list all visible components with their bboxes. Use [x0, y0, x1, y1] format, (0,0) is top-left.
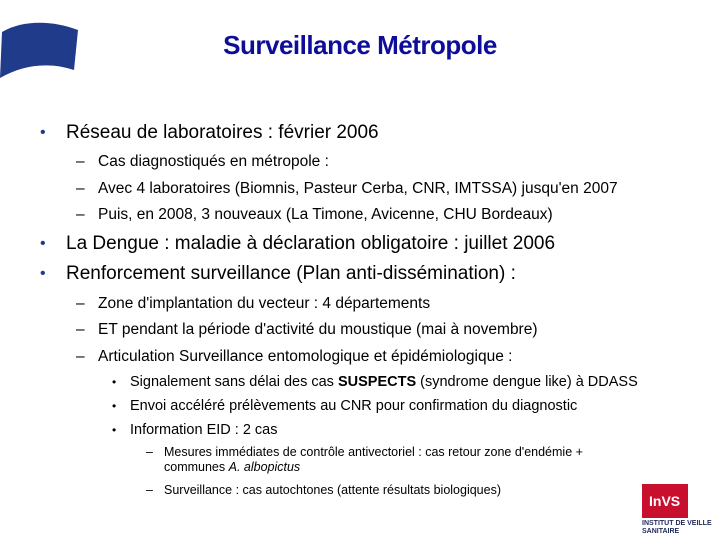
- bullet-icon: •: [40, 265, 46, 282]
- logo-subtitle: INSTITUT DE VEILLE SANITAIRE: [642, 520, 712, 535]
- dash-icon: –: [76, 180, 85, 197]
- dash-icon: –: [76, 206, 85, 223]
- dash-icon: –: [76, 153, 85, 170]
- bullet-icon: •: [112, 399, 117, 413]
- dash-icon: –: [76, 295, 85, 312]
- dash-icon: –: [76, 321, 85, 338]
- dash-icon: –: [146, 483, 153, 497]
- bullet-icon: •: [112, 375, 117, 389]
- dash-icon: –: [76, 348, 85, 365]
- slide-title: Surveillance Métropole: [223, 30, 497, 60]
- bullet-icon: •: [40, 124, 46, 141]
- bullet-icon: •: [40, 235, 46, 252]
- slide-content: • Réseau de laboratoires : février 2006 – Cas diagnostiqués en métropole : – Avec 4 laboratoires (Biomnis, Pasteur Cerba, CNR, IMTSSA) jusqu'en 2007 – Puis, en 2008, 3 nouveaux (La Timone, Avicenne, CHU Bordeaux) • La Dengue : maladie à déclaration obligatoire : juillet 2006 • Renforcement surveillance (Plan anti-dissémination) : – Zone d'implantation du vecteur : 4 départements – ET pendant la période d'activité du moustique (mai à novembre) – Articulation Surveillance entomologique et épidémiologique : • Signalement sans délai des cas SUSPECTS (syndrome dengue like) à DDASS • Envoi accéléré prélèvements au CNR pour confirmation du diagnostic • Information EID : 2 cas – Mesures immédiates de contrôle antivectoriel : cas retour zone d'endémie + communes A. albopictus – Surveillance : cas autochtones (attente résultats biologiques): [40, 122, 638, 497]
- invs-logo: [638, 484, 718, 538]
- dash-icon: –: [146, 445, 153, 459]
- logo-text: InVS: [649, 493, 681, 509]
- bullet-icon: •: [112, 423, 117, 437]
